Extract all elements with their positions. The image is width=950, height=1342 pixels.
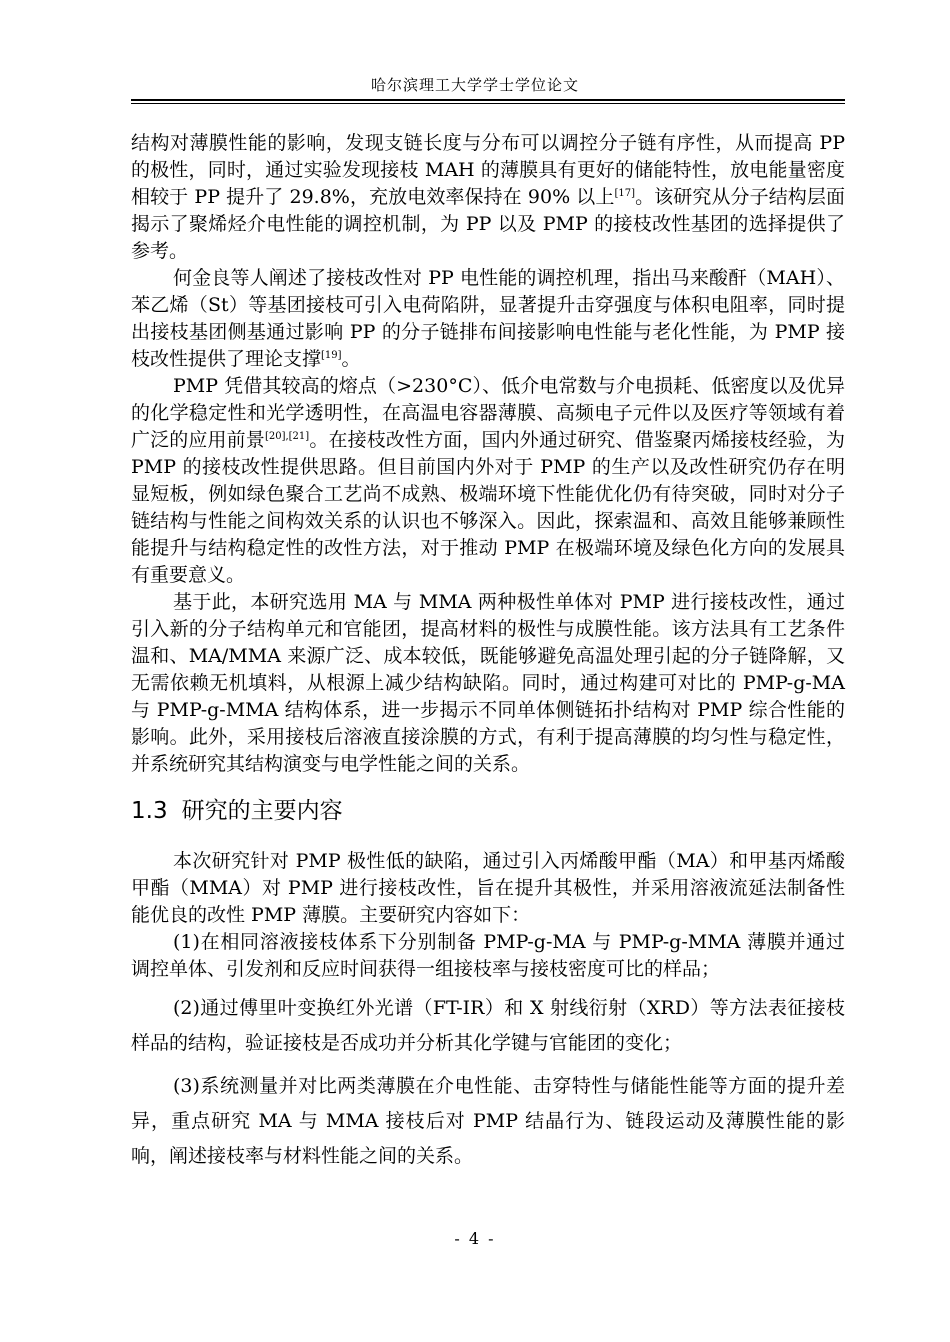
header-rule-thin: [131, 103, 845, 104]
citation: [20],[21]: [264, 431, 310, 442]
paragraph-text: 何金良等人阐述了接枝改性对 PP 电性能的调控机理，指出马来酸酐（MAH）、苯乙烯（St）等基团接枝可引入电荷陷阱，显著提升击穿强度与体积电阻率，同时提出接枝基团侧基通过影响 PP 的分子链排布间接影响电性能与老化性能，为 PMP 接枝改性提供了理论支撑: [131, 267, 845, 370]
page-body: [131, 130, 845, 1174]
paragraph-research-basis: 基于此，本研究选用 MA 与 MMA 两种极性单体对 PMP 进行接枝改性，通过引入新的分子结构单元和官能团，提高材料的极性与成膜性能。该方法具有工艺条件温和、MA/MMA 来源广泛、成本较低，既能够避免高温处理引起的分子链降解，又无需依赖无机填料，从根源上减少结构缺陷。同时，通过构建可对比的 PMP-g-MA 与 PMP-g-MMA 结构体系，进一步揭示不同单体侧链拓扑结构对 PMP 综合性能的影响。此外，采用接枝后溶液直接涂膜的方式，有利于提高薄膜的均匀性与稳定性，并系统研究其结构演变与电学性能之间的关系。: [131, 591, 845, 775]
section-heading: [131, 794, 845, 828]
paragraph-continued: [131, 130, 845, 265]
paragraph-text: 结构对薄膜性能的影响，发现支链长度与分布可以调控分子链有序性，从而提高 PP 的极性，同时，通过实验发现接枝 MAH 的薄膜具有更好的储能特性，放电能量密度相较于 PP 提升了 29.8%，充放电效率保持在 90% 以上: [131, 132, 845, 208]
page-number: - 4 -: [454, 1229, 496, 1248]
list-item-3: (3)系统测量并对比两类薄膜在介电性能、击穿特性与储能性能等方面的提升差异，重点研究 MA 与 MMA 接枝后对 PMP 结晶行为、链段运动及薄膜性能的影响，阐述接枝率与材料性能之间的关系。: [131, 1075, 845, 1167]
paragraph-text: 。该研究从分子结构层面揭示了聚烯烃介电性能的调控机制，为 PP 以及 PMP 的接枝改性基团的选择提供了参考。: [131, 186, 845, 262]
paragraph-text: 。: [341, 348, 361, 370]
header-rule-thick: [131, 99, 845, 101]
paragraph-text: PMP 凭借其较高的熔点（>230°C）、低介电常数与介电损耗、低密度以及优异的化学稳定性和光学透明性，在高温电容器薄膜、高频电子元件以及医疗等领域有着广泛的应用前景: [131, 375, 845, 451]
list-item-1: (1)在相同溶液接枝体系下分别制备 PMP-g-MA 与 PMP-g-MMA 薄膜并通过调控单体、引发剂和反应时间获得一组接枝率与接枝密度可比的样品；: [131, 931, 845, 980]
running-header: 哈尔滨理工大学学士学位论文: [370, 76, 579, 94]
paragraph-pmp-applications: [131, 373, 845, 589]
citation: [17]: [614, 188, 635, 199]
paragraph-he-jinliang: [131, 265, 845, 373]
citation: [19]: [321, 350, 342, 361]
list-item-2: (2)通过傅里叶变换红外光谱（FT-IR）和 X 射线衍射（XRD）等方法表征接枝样品的结构，验证接枝是否成功并分析其化学键与官能团的变化；: [131, 997, 845, 1054]
section-number: 1.3: [131, 798, 168, 824]
paragraph-text: 。在接枝改性方面，国内外通过研究、借鉴聚丙烯接枝经验，为 PMP 的接枝改性提供思路。但目前国内外对于 PMP 的生产以及改性研究仍存在明显短板，例如绿色聚合工艺尚不成熟、极端环境下性能优化仍有待突破，同时对分子链结构与性能之间构效关系的认识也不够深入。因此，探索温和、高效且能够兼顾性能提升与结构稳定性的改性方法，对于推动 PMP 在极端环境及绿色化方向的发展具有重要意义。: [131, 429, 845, 586]
section-title: 研究的主要内容: [181, 798, 343, 824]
paragraph-study-overview: 本次研究针对 PMP 极性低的缺陷，通过引入丙烯酸甲酯（MA）和甲基丙烯酸甲酯（MMA）对 PMP 进行接枝改性，旨在提升其极性，并采用溶液流延法制备性能优良的改性 PMP 薄膜。主要研究内容如下：: [131, 850, 845, 926]
